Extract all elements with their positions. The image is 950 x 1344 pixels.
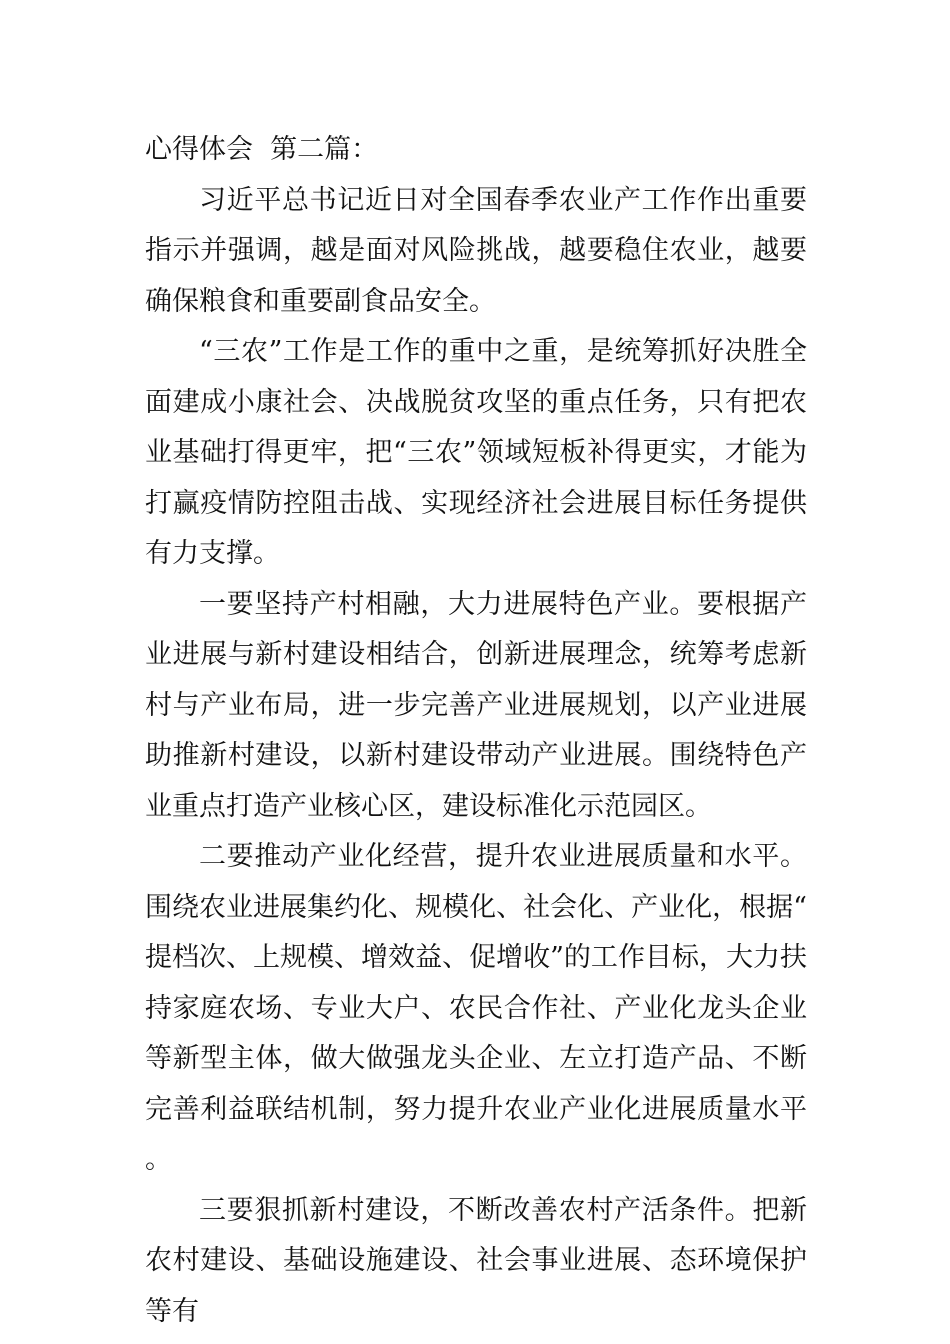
document-heading: 心得体会 第二篇： [145, 134, 379, 165]
document-body [145, 125, 807, 1337]
paragraph-4: 二要推动产业化经营，提升农业进展质量和水平。围绕农业进展集约化、规模化、社会化、产业化，根据“提档次、上规模、增效益、促增收”的工作目标，大力扶持家庭农场、专业大户、农民合作社、产业化龙头企业等新型主体，做大做强龙头企业、左立打造产品、不断完善利益联结机制，努力提升农业产业化进展质量水平。 [145, 841, 807, 1175]
paragraph-5: 三要狠抓新村建设，不断改善农村产活条件。把新农村建设、基础设施建设、社会事业进展、态环境保护等有 [145, 1194, 807, 1327]
paragraph-2: “三农”工作是工作的重中之重，是统筹抓好决胜全面建成小康社会、决战脱贫攻坚的重点任务，只有把农业基础打得更牢，把“三农”领域短板补得更实，才能为打赢疫情防控阻击战、实现经济社会进展目标任务提供有力支撑。 [145, 336, 807, 569]
paragraph-3: 一要坚持产村相融，大力进展特色产业。要根据产业进展与新村建设相结合，创新进展理念，统筹考虑新村与产业布局，进一步完善产业进展规划，以产业进展助推新村建设，以新村建设带动产业进展。围绕特色产业重点打造产业核心区，建设标准化示范园区。 [145, 588, 807, 822]
paragraph-1: 习近平总书记近日对全国春季农业产工作作出重要指示并强调，越是面对风险挑战，越要稳住农业，越要确保粮食和重要副食品安全。 [145, 184, 807, 317]
